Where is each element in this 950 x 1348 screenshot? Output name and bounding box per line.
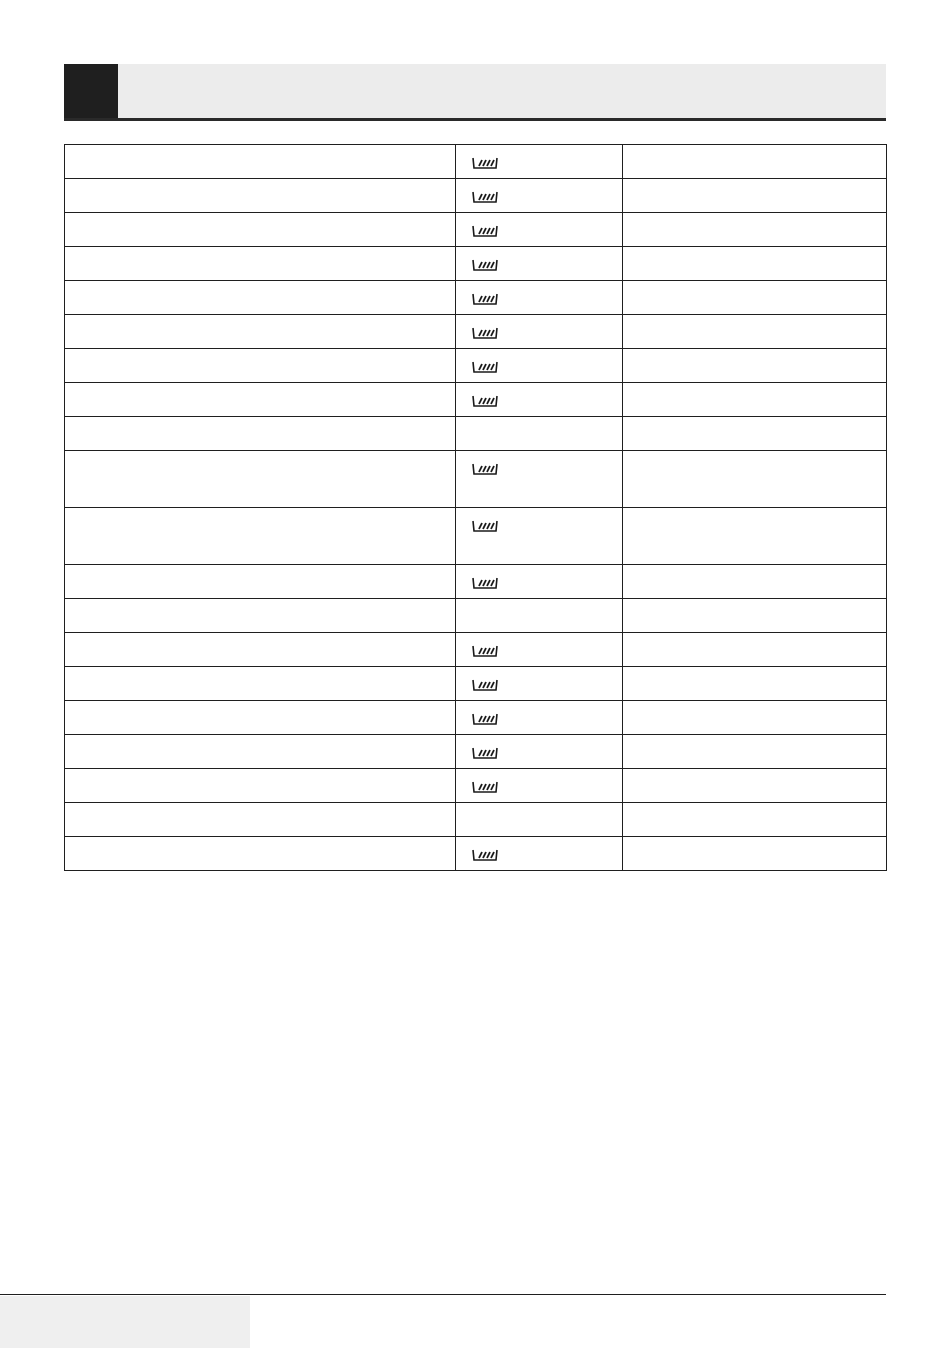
- programme-detail-cell: [623, 281, 887, 315]
- programme-name-cell: [65, 565, 456, 599]
- programme-detail-cell: [623, 145, 887, 179]
- programme-name-cell: [65, 837, 456, 871]
- programme-detail-cell: [623, 565, 887, 599]
- table-row: [65, 349, 887, 383]
- programme-detail-cell: [623, 315, 887, 349]
- programme-name-cell: [65, 769, 456, 803]
- wash-symbol-cell: [456, 599, 623, 633]
- table-row: [65, 599, 887, 633]
- programme-table: [64, 144, 887, 871]
- programme-name-cell: [65, 735, 456, 769]
- footer-rule: [0, 1294, 886, 1295]
- table-row: [65, 837, 887, 871]
- table-row: [65, 667, 887, 701]
- hand-wash-tub-icon: [471, 575, 499, 590]
- wash-symbol-cell: [456, 451, 623, 508]
- programme-name-cell: [65, 383, 456, 417]
- wash-symbol-cell: [456, 213, 623, 247]
- programme-name-cell: [65, 179, 456, 213]
- wash-symbol-cell: [456, 179, 623, 213]
- hand-wash-tub-icon: [471, 257, 499, 272]
- header-rule: [64, 118, 886, 121]
- hand-wash-tub-icon: [471, 847, 499, 862]
- programme-detail-cell: [623, 735, 887, 769]
- table-row: [65, 383, 887, 417]
- programme-detail-cell: [623, 837, 887, 871]
- wash-symbol-cell: [456, 803, 623, 837]
- programme-detail-cell: [623, 701, 887, 735]
- hand-wash-tub-icon: [471, 518, 499, 533]
- programme-name-cell: [65, 247, 456, 281]
- wash-symbol-cell: [456, 701, 623, 735]
- table-row: [65, 247, 887, 281]
- programme-table-body: [65, 145, 887, 871]
- table-row: [65, 315, 887, 349]
- hand-wash-tub-icon: [471, 223, 499, 238]
- hand-wash-tub-icon: [471, 189, 499, 204]
- table-row: [65, 701, 887, 735]
- programme-name-cell: [65, 281, 456, 315]
- table-row: [65, 417, 887, 451]
- table-row: [65, 281, 887, 315]
- hand-wash-tub-icon: [471, 745, 499, 760]
- section-header-band: [64, 64, 886, 119]
- programme-detail-cell: [623, 633, 887, 667]
- hand-wash-tub-icon: [471, 359, 499, 374]
- footer-band: [0, 1296, 250, 1348]
- programme-name-cell: [65, 417, 456, 451]
- table-row: [65, 508, 887, 565]
- programme-name-cell: [65, 508, 456, 565]
- programme-detail-cell: [623, 417, 887, 451]
- table-row: [65, 769, 887, 803]
- programme-name-cell: [65, 213, 456, 247]
- programme-detail-cell: [623, 247, 887, 281]
- wash-symbol-cell: [456, 769, 623, 803]
- hand-wash-tub-icon: [471, 393, 499, 408]
- table-row: [65, 803, 887, 837]
- programme-name-cell: [65, 599, 456, 633]
- wash-symbol-cell: [456, 247, 623, 281]
- hand-wash-tub-icon: [471, 779, 499, 794]
- table-row: [65, 633, 887, 667]
- programme-name-cell: [65, 145, 456, 179]
- hand-wash-tub-icon: [471, 461, 499, 476]
- hand-wash-tub-icon: [471, 155, 499, 170]
- programme-detail-cell: [623, 213, 887, 247]
- programme-name-cell: [65, 349, 456, 383]
- table-row: [65, 213, 887, 247]
- wash-symbol-cell: [456, 735, 623, 769]
- wash-symbol-cell: [456, 837, 623, 871]
- wash-symbol-cell: [456, 633, 623, 667]
- wash-symbol-cell: [456, 145, 623, 179]
- wash-symbol-cell: [456, 417, 623, 451]
- programme-detail-cell: [623, 451, 887, 508]
- hand-wash-tub-icon: [471, 711, 499, 726]
- programme-detail-cell: [623, 667, 887, 701]
- section-number-block: [64, 64, 118, 119]
- programme-detail-cell: [623, 179, 887, 213]
- wash-symbol-cell: [456, 565, 623, 599]
- wash-symbol-cell: [456, 315, 623, 349]
- programme-detail-cell: [623, 383, 887, 417]
- programme-detail-cell: [623, 803, 887, 837]
- programme-detail-cell: [623, 769, 887, 803]
- programme-name-cell: [65, 633, 456, 667]
- hand-wash-tub-icon: [471, 643, 499, 658]
- wash-symbol-cell: [456, 667, 623, 701]
- table-row: [65, 565, 887, 599]
- table-row: [65, 451, 887, 508]
- hand-wash-tub-icon: [471, 325, 499, 340]
- programme-name-cell: [65, 667, 456, 701]
- table-row: [65, 145, 887, 179]
- table-row: [65, 735, 887, 769]
- wash-symbol-cell: [456, 281, 623, 315]
- hand-wash-tub-icon: [471, 677, 499, 692]
- programme-detail-cell: [623, 599, 887, 633]
- programme-name-cell: [65, 701, 456, 735]
- programme-detail-cell: [623, 508, 887, 565]
- wash-symbol-cell: [456, 349, 623, 383]
- hand-wash-tub-icon: [471, 291, 499, 306]
- wash-symbol-cell: [456, 508, 623, 565]
- programme-name-cell: [65, 315, 456, 349]
- programme-name-cell: [65, 451, 456, 508]
- wash-symbol-cell: [456, 383, 623, 417]
- programme-name-cell: [65, 803, 456, 837]
- table-row: [65, 179, 887, 213]
- programme-detail-cell: [623, 349, 887, 383]
